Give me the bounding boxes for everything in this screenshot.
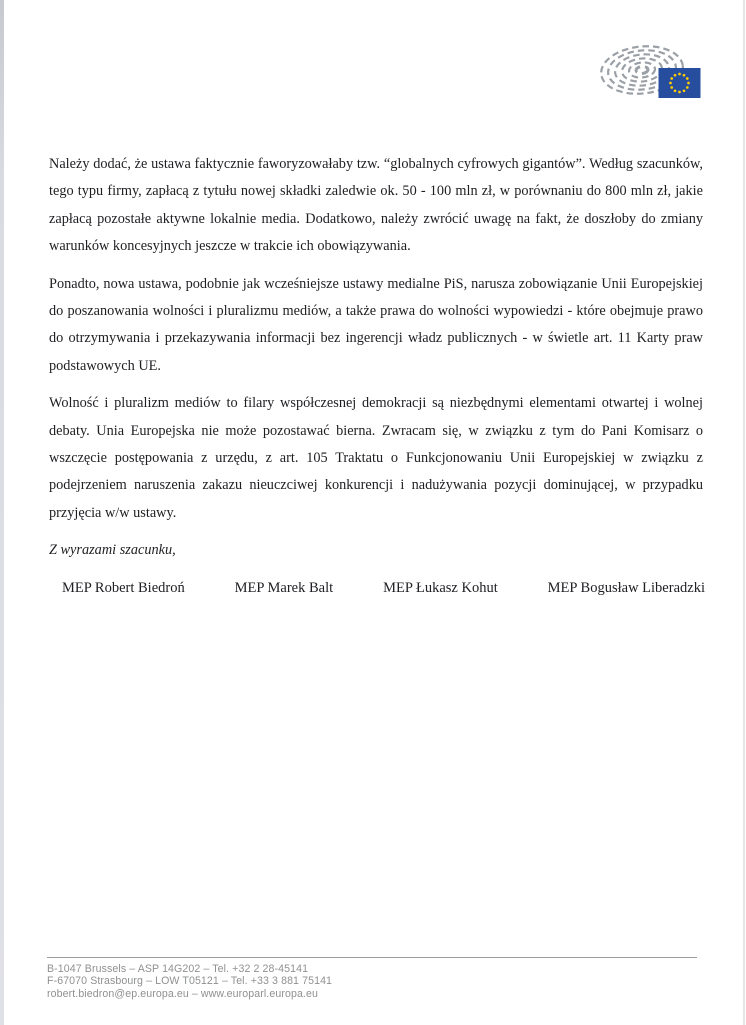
letter-body [49,151,703,565]
letter-closing: Z wyrazami szacunku, [49,542,176,559]
scan-edge-artifact-right [743,0,745,1025]
letter-paragraph: Ponadto, nowa ustawa, podobnie jak wcześniejsze ustawy medialne PiS, narusza zobowiązanie Unii Europejskiej do poszanowania wolności i pluralizmu mediów, a także prawa do wolności wypowiedzi - które obejmuje prawo do otrzymywania i przekazywania informacji bez ingerencji władz publicznych - w świetle art. 11 Karty praw podstawowych UE. [49,275,703,374]
footer [47,957,697,1000]
scan-edge-artifact-left [0,0,4,1025]
signatory-name: MEP Robert Biedroń [62,580,185,596]
eu-flag-icon [659,68,701,98]
letter-paragraph: Wolność i pluralizm mediów to filary współczesnej demokracji są niezbędnymi elementami otwartej i wolnej debaty. Unia Europejska nie może pozostawać bierna. Zwracam się, w związku z tym do Pani Komisarz o wszczęcie postępowania z urzędu, z art. 105 Traktatu o Funkcjonowaniu Unii Europejskiej w związku z podejrzeniem naruszenia zakazu nieuczciwej konkurencji i nadużywania pozycji dominującej, w przypadku przyjęcia w/w ustawy. [49,395,703,521]
signatory-name: MEP Bogusław Liberadzki [547,580,705,596]
footer-divider [47,957,697,958]
european-parliament-logo [598,40,704,104]
footer-contact-line: robert.biedron@ep.europa.eu – www.europarl.europa.eu [47,987,318,1000]
signatory-name: MEP Łukasz Kohut [383,580,498,596]
letter-paragraph: Należy dodać, że ustawa faktycznie faworyzowałaby tzw. “globalnych cyfrowych gigantów”. Według szacunków, tego typu firmy, zapłacą z tytułu nowej składki zaledwie ok. 50 - 100 mln zł, w porównaniu do 800 mln zł, jakie zapłacą pozostałe aktywne lokalnie media. Dodatkowo, należy zwrócić uwagę na fakt, że doszłoby do zmiany warunków koncesyjnych jeszcze w trakcie ich obowiązywania. [49,156,703,255]
signatories-row [49,577,705,599]
footer-address-line-strasbourg: F-67070 Strasbourg – LOW T05121 – Tel. +33 3 881 75141 [47,975,333,988]
footer-address-line-brussels: B-1047 Brussels – ASP 14G202 – Tel. +32 2 28-45141 [47,963,309,975]
hemicycle-icon [598,40,704,104]
signatory-name: MEP Marek Balt [234,580,334,596]
